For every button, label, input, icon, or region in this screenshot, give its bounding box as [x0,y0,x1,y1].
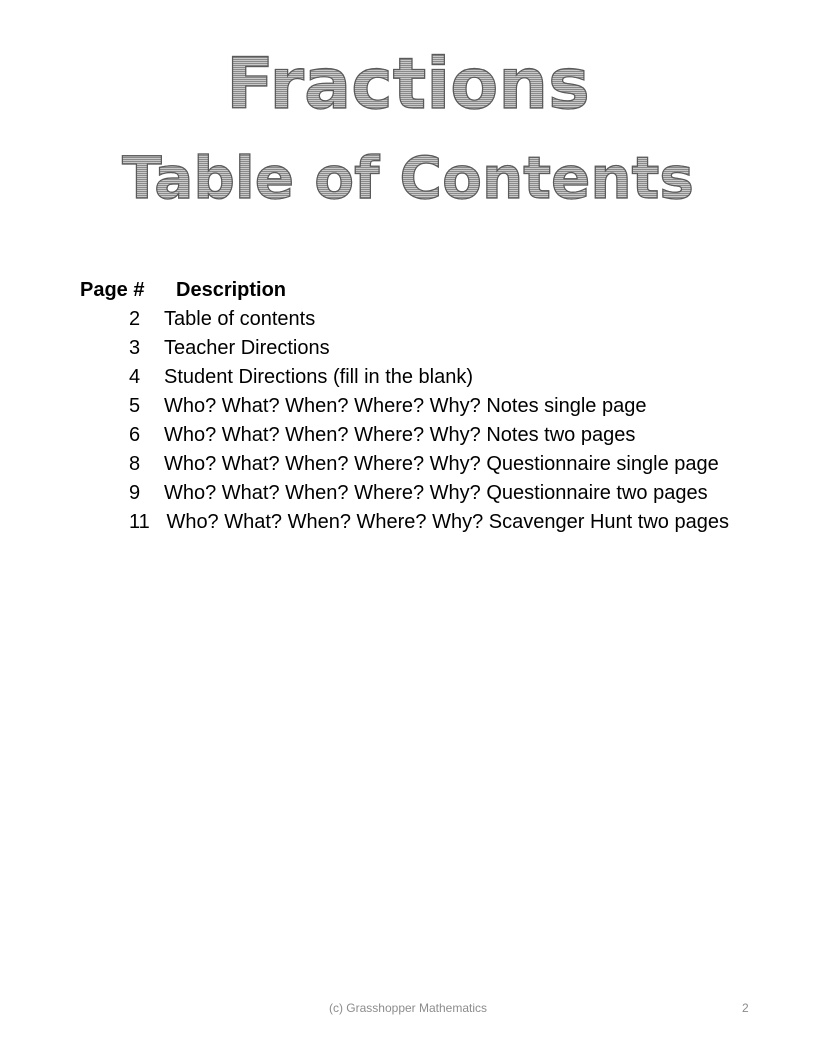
toc-entry-description: Who? What? When? Where? Why? Questionnaire two pages [164,482,708,504]
toc-entry-description: Teacher Directions [164,337,330,359]
toc-entry [0,392,724,421]
toc-entry-description: Student Directions (fill in the blank) [164,366,474,388]
toc-entry-page: 9 [129,482,141,504]
toc-entry [0,450,724,479]
toc-entry [0,479,724,508]
toc-entry [0,305,724,334]
document-title: Fractions [0,40,816,128]
footer-copyright: (c) Grasshopper Mathematics [328,1001,488,1015]
toc-entry-description: Who? What? When? Where? Why? Notes two pages [164,424,636,446]
toc-entry [0,363,724,392]
toc-header [0,276,816,305]
toc-entry-page: 11 [129,511,150,533]
toc-entry-description: Who? What? When? Where? Why? Scavenger Hunt two pages [166,511,729,533]
toc-entry-description: Who? What? When? Where? Why? Questionnaire single page [164,453,719,475]
toc-entry [0,508,729,537]
document-subtitle: Table of Contents [0,138,816,218]
toc-entry-page: 5 [129,395,141,417]
toc-entry-page: 2 [129,308,141,330]
toc-header-page: Page # [80,279,145,301]
toc-entry-description: Table of contents [164,308,316,330]
toc-entry-page: 8 [129,453,141,475]
footer-page-number: 2 [742,1001,749,1015]
table-of-contents [0,276,816,537]
toc-entry [0,334,724,363]
toc-header-description: Description [176,279,287,301]
toc-entry-page: 6 [129,424,141,446]
toc-entry-page: 3 [129,337,141,359]
page-footer [0,1000,816,1016]
toc-entry-page: 4 [129,366,141,388]
toc-entry-description: Who? What? When? Where? Why? Notes single page [164,395,647,417]
toc-entry [0,421,724,450]
